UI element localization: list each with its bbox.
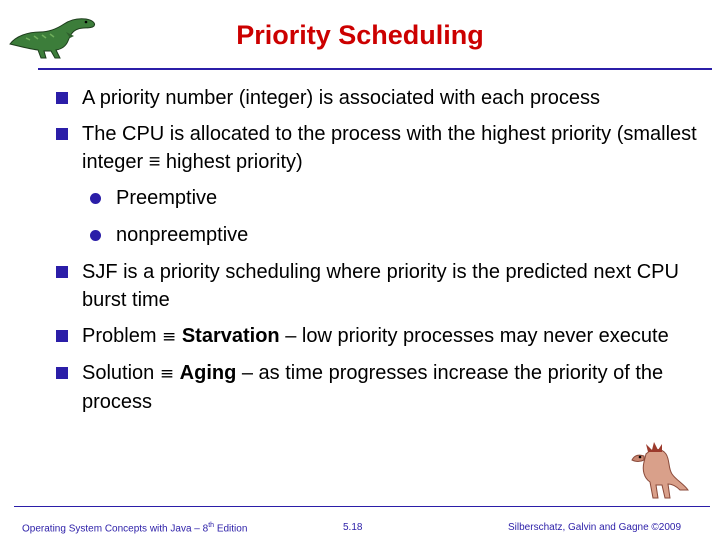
round-bullet-icon (90, 230, 101, 241)
dinosaur-mascot-icon (628, 440, 692, 500)
footer-superscript: th (208, 522, 215, 529)
sub-bullet-text: nonpreemptive (116, 224, 249, 246)
bullet-text-post: – as time progresses increase the priority of the process (82, 362, 664, 413)
footer-book-title-text: Operating System Concepts with Java – 8 (22, 523, 209, 535)
round-bullet-icon (90, 193, 101, 204)
bullet-emphasis: Aging (179, 362, 237, 384)
sub-bullet-text: Preemptive (116, 187, 218, 209)
footer-authors: Silberschatz, Galvin and Gagne ©2009 (508, 522, 682, 533)
footer-divider (14, 506, 710, 507)
square-bullet-icon (56, 367, 68, 379)
bullet-item (56, 120, 706, 176)
bullet-text-post: – low priority processes may never execute (279, 325, 669, 347)
square-bullet-icon (56, 330, 68, 342)
footer-book-edition: Edition (214, 523, 248, 535)
slide-number: 5.18 (343, 522, 363, 533)
bullet-list (56, 84, 706, 424)
bullet-text: The CPU is allocated to the process with the highest priority (smallest integer ≡ highest priority) (82, 123, 697, 173)
equivalence-symbol: ≡ (162, 327, 177, 347)
slide-title: Priority Scheduling (236, 20, 484, 50)
square-bullet-icon (56, 266, 68, 278)
bullet-text-pre: Solution (82, 362, 160, 384)
dinosaur-logo-icon (6, 14, 100, 60)
bullet-text: SJF is a priority scheduling where priority is the predicted next CPU burst time (82, 261, 679, 311)
sub-bullet-item (56, 184, 706, 212)
bullet-emphasis: Starvation (181, 325, 280, 347)
sub-bullet-item (56, 221, 706, 249)
bullet-item (56, 258, 706, 314)
equivalence-symbol: ≡ (159, 364, 175, 384)
bullet-item (56, 359, 706, 416)
bullet-item (56, 84, 706, 112)
square-bullet-icon (56, 92, 68, 104)
footer-book-title (22, 522, 247, 534)
square-bullet-icon (56, 128, 68, 140)
bullet-item (56, 322, 706, 351)
title-divider (38, 68, 712, 70)
bullet-text: A priority number (integer) is associated with each process (82, 87, 601, 109)
bullet-text-pre: Problem (82, 325, 163, 347)
